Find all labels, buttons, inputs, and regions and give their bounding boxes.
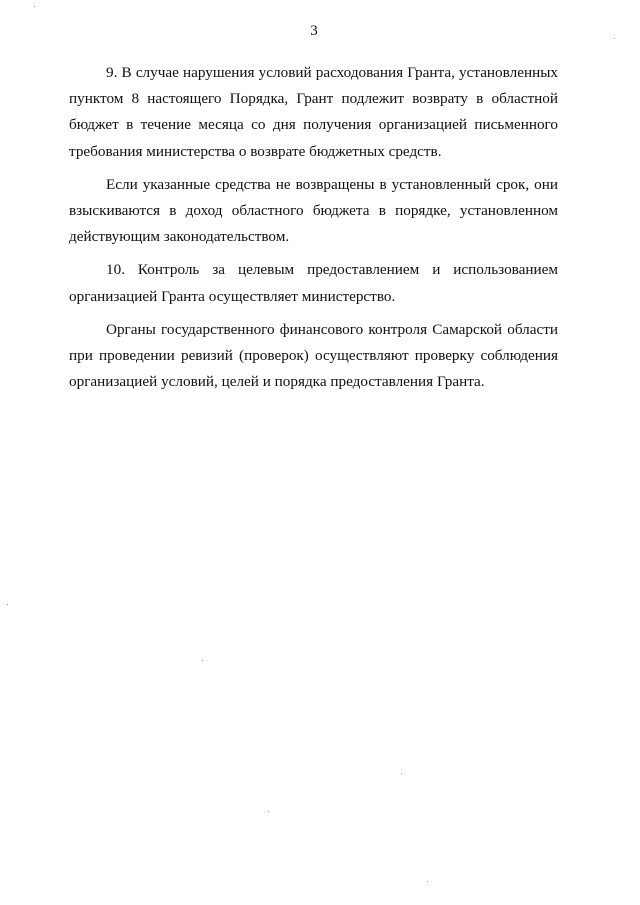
- text-line: 10. Контроль за целевым предоставлением и использованием: [106, 261, 558, 279]
- paragraph-9-continued: [69, 172, 558, 251]
- text-line: требования министерства о возврате бюджетных средств.: [69, 142, 442, 160]
- document-body: [69, 60, 558, 395]
- page-number: 3: [310, 23, 318, 39]
- scan-speck: [268, 811, 269, 812]
- text-line: бюджет в течение месяца со дня получения организацией письменного: [69, 116, 558, 134]
- scan-speck: [401, 773, 402, 774]
- text-line: Органы государственного финансового контроля Самарской области: [106, 320, 558, 338]
- paragraph-9: [69, 60, 558, 165]
- text-line: действующим законодательством.: [69, 228, 290, 246]
- text-line: при проведении ревизий (проверок) осуществляют проверку соблюдения: [69, 346, 558, 364]
- paragraph-10-continued: [69, 317, 558, 396]
- text-line: пунктом 8 настоящего Порядка, Грант подлежит возврату в областной: [69, 90, 558, 108]
- text-line: организацией Гранта осуществляет министерство.: [69, 287, 396, 305]
- text-line: Если указанные средства не возвращены в установленный срок, они: [106, 175, 558, 193]
- paragraph-10: [69, 257, 558, 309]
- scan-speck: [202, 660, 203, 661]
- text-line: 9. В случае нарушения условий расходования Гранта, установленных: [106, 64, 558, 81]
- scan-speck: [427, 881, 428, 882]
- scan-speck: [614, 38, 615, 39]
- scan-speck: [34, 6, 35, 7]
- scan-speck: [7, 604, 8, 605]
- text-line: взыскиваются в доход областного бюджета в порядке, установленном: [69, 201, 558, 219]
- text-line: организацией условий, целей и порядка предоставления Гранта.: [69, 373, 485, 391]
